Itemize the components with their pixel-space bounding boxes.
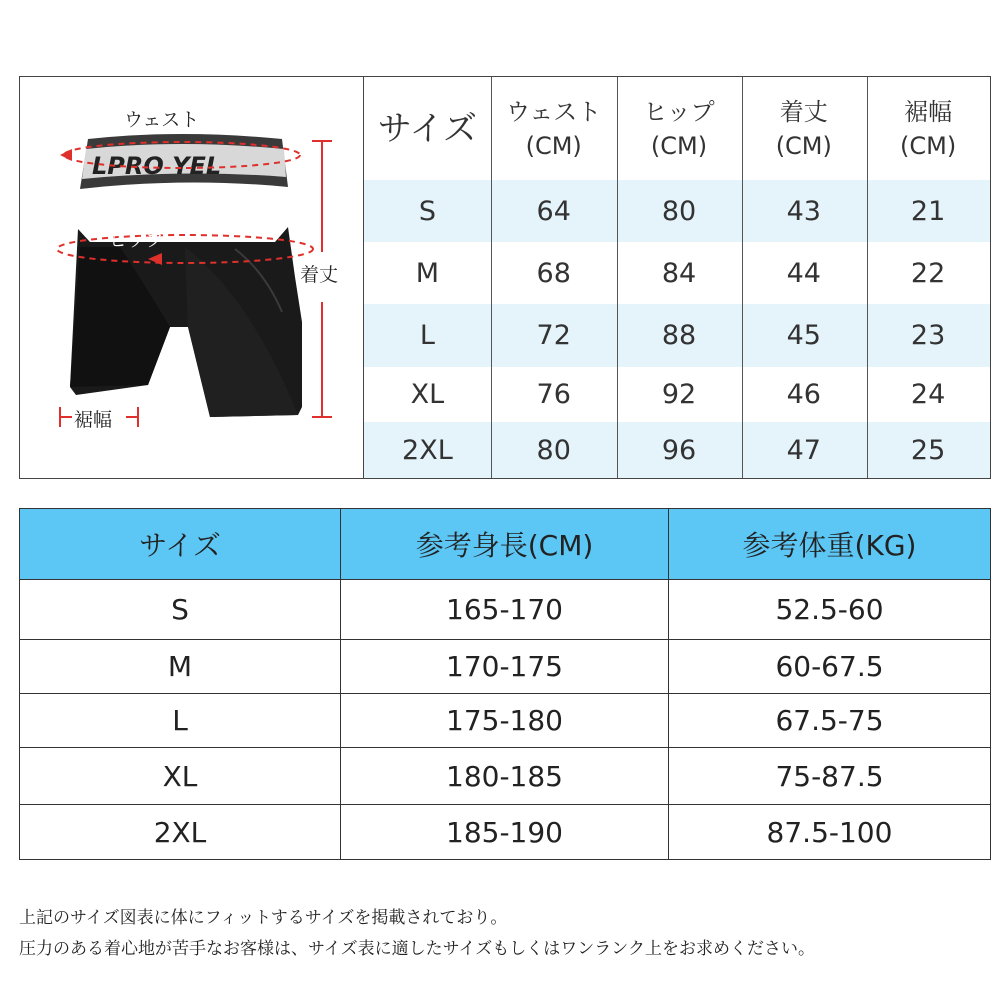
ref-weight-cell: 52.5-60: [775, 593, 884, 626]
table-row: [364, 242, 990, 304]
size-header-row: [364, 77, 990, 180]
hem-cell: 24: [910, 379, 946, 410]
ref-height-cell: 175-180: [341, 694, 669, 747]
hem-cell: 21: [910, 195, 946, 227]
ref-height-cell: 165-170: [341, 580, 669, 639]
reference-header-row: [20, 509, 990, 580]
table-row: [20, 694, 990, 748]
table-row: [364, 422, 990, 478]
length-cell: 44: [786, 257, 821, 289]
hem-cell: 22: [910, 257, 946, 289]
column-divider: [742, 77, 743, 478]
size-measurement-grid: [364, 77, 990, 478]
ref-weight-cell: 75-87.5: [775, 759, 884, 793]
length-col-header: 着丈 (CM): [775, 97, 832, 160]
hip-cell: 88: [661, 320, 697, 351]
waistband-text: LPRO YEL: [92, 152, 222, 180]
ref-height-header: 参考身長(CM): [341, 509, 669, 579]
table-row: [20, 748, 990, 805]
reference-size-table: [19, 508, 991, 860]
ref-size-cell: L: [20, 694, 341, 747]
table-row: [20, 580, 990, 640]
waist-cell: 68: [536, 257, 571, 289]
hip-cell: 92: [661, 379, 697, 410]
column-divider: [617, 77, 618, 478]
length-cell: 43: [786, 195, 821, 227]
size-cell: XL: [410, 379, 445, 410]
hip-label: ヒップ: [108, 229, 165, 251]
size-cell: M: [415, 257, 440, 289]
column-divider: [491, 77, 492, 478]
length-cell: 45: [786, 320, 821, 351]
table-row: [364, 367, 990, 422]
waist-cell: 64: [536, 195, 571, 227]
hem-cell: 23: [910, 320, 946, 351]
ref-size-cell: M: [20, 640, 341, 693]
ref-height-cell: 180-185: [341, 748, 669, 804]
ref-size-cell: 2XL: [20, 805, 341, 859]
waist-cell: 76: [536, 379, 571, 410]
length-cell: 46: [786, 379, 821, 410]
table-row: [364, 304, 990, 367]
ref-weight-cell: 67.5-75: [775, 704, 884, 737]
hip-cell: 80: [661, 195, 697, 227]
shorts-illustration: [20, 77, 364, 478]
note-line-1: 上記のサイズ図表に体にフィットするサイズを掲載されており。: [19, 908, 508, 928]
hip-cell: 96: [661, 434, 697, 466]
hem-label: 裾幅: [74, 409, 113, 431]
note-line-2: 圧力のある着心地が苦手なお客様は、サイズ表に適したサイズもしくはワンランク上をお求めください。: [19, 939, 815, 959]
size-cell: L: [419, 320, 435, 351]
ref-size-header: サイズ: [20, 509, 341, 579]
table-row: [20, 640, 990, 694]
hip-col-header: ヒップ (CM): [643, 97, 715, 160]
hem-col-header: 裾幅 (CM): [899, 97, 957, 160]
size-chart-table: [19, 76, 991, 479]
table-row: [364, 180, 990, 242]
ref-height-cell: 185-190: [341, 805, 669, 859]
waist-cell: 80: [536, 434, 571, 466]
column-divider: [867, 77, 868, 478]
hem-cell: 25: [910, 434, 946, 466]
waist-cell: 72: [536, 320, 571, 351]
ref-height-cell: 170-175: [341, 640, 669, 693]
ref-size-cell: S: [20, 580, 341, 639]
waist-col-header: ウェスト (CM): [506, 97, 602, 160]
ref-size-cell: XL: [20, 748, 341, 804]
size-col-header: サイズ: [377, 108, 478, 149]
size-cell: S: [418, 195, 436, 227]
length-label: 着丈: [300, 264, 339, 286]
ref-weight-cell: 60-67.5: [775, 650, 884, 683]
waist-label: ウェスト: [124, 109, 200, 131]
ref-weight-header: 参考体重(KG): [742, 529, 917, 562]
hip-cell: 84: [661, 257, 697, 289]
ref-weight-cell: 87.5-100: [766, 815, 893, 849]
table-row: [20, 805, 990, 859]
length-cell: 47: [786, 434, 821, 466]
size-cell: 2XL: [402, 434, 453, 466]
